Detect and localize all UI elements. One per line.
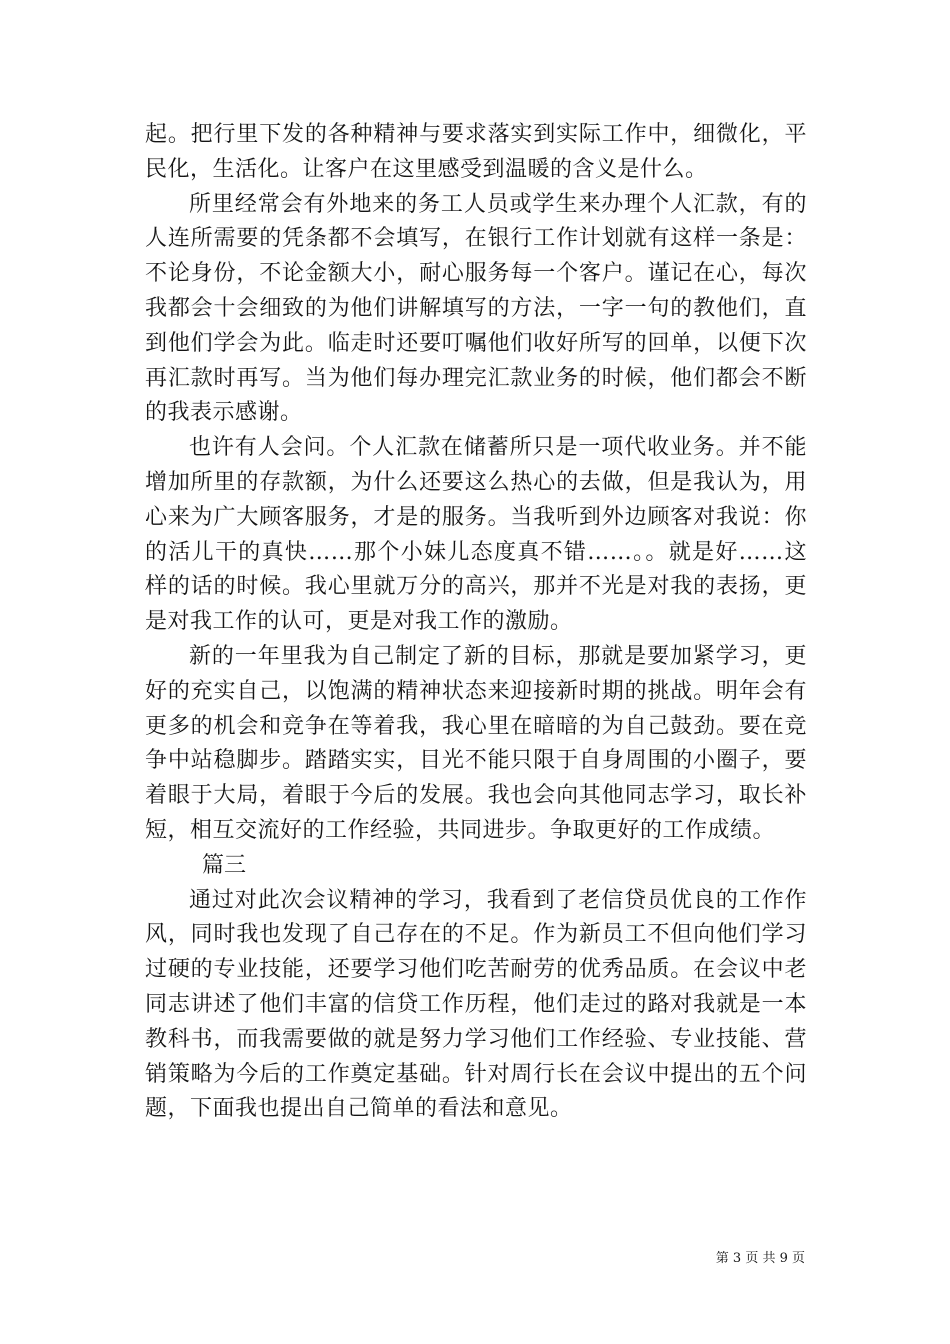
document-body bbox=[145, 118, 807, 1127]
paragraph-customer-feedback: 也许有人会问。个人汇款在储蓄所只是一项代收业务。并不能增加所里的存款额，为什么还要这么热心的去做，但是我认为，用心来为广大顾客服务，才是的服务。当我听到外边顾客对我说：你的活儿干的真快……那个小妹儿态度真不错……。。就是好……这样的话的时候。我心里就万分的高兴，那并不光是对我的表扬，更是对我工作的认可，更是对我工作的激励。 bbox=[145, 435, 807, 635]
section-heading: 篇三 bbox=[202, 852, 247, 878]
page-number-footer: 第 3 页 共 9 页 bbox=[715, 1251, 805, 1266]
paragraph-continuation: 起。把行里下发的各种精神与要求落实到实际工作中，细微化，平民化，生活化。让客户在这里感受到温暖的含义是什么。 bbox=[145, 122, 807, 182]
paragraph-new-year-goals: 新的一年里我为自己制定了新的目标，那就是要加紧学习，更好的充实自己，以饱满的精神状态来迎接新时期的挑战。明年会有更多的机会和竞争在等着我，我心里在暗暗的为自己鼓劲。要在竞争中站稳脚步。踏踏实实，目光不能只限于自身周围的小圈子，要着眼于大局，着眼于今后的发展。我也会向其他同志学习，取长补短，相互交流好的工作经验，共同进步。争取更好的工作成绩。 bbox=[145, 643, 807, 843]
paragraph-remittance-service: 所里经常会有外地来的务工人员或学生来办理个人汇款，有的人连所需要的凭条都不会填写，在银行工作计划就有这样一条是：不论身份，不论金额大小，耐心服务每一个客户。谨记在心，每次我都会十会细致的为他们讲解填写的方法，一字一句的教他们，直到他们学会为此。临走时还要叮嘱他们收好所写的回单，以便下次再汇款时再写。当为他们每办理完汇款业务的时候，他们都会不断的我表示感谢。 bbox=[145, 191, 807, 426]
paragraph-meeting-study: 通过对此次会议精神的学习，我看到了老信贷员优良的工作作风，同时我也发现了自己存在的不足。作为新员工不但向他们学习过硬的专业技能，还要学习他们吃苦耐劳的优秀品质。在会议中老同志讲述了他们丰富的信贷工作历程，他们走过的路对我就是一本教科书，而我需要做的就是努力学习他们工作经验、专业技能、营销策略为今后的工作奠定基础。针对周行长在会议中提出的五个问题，下面我也提出自己简单的看法和意见。 bbox=[145, 887, 807, 1122]
